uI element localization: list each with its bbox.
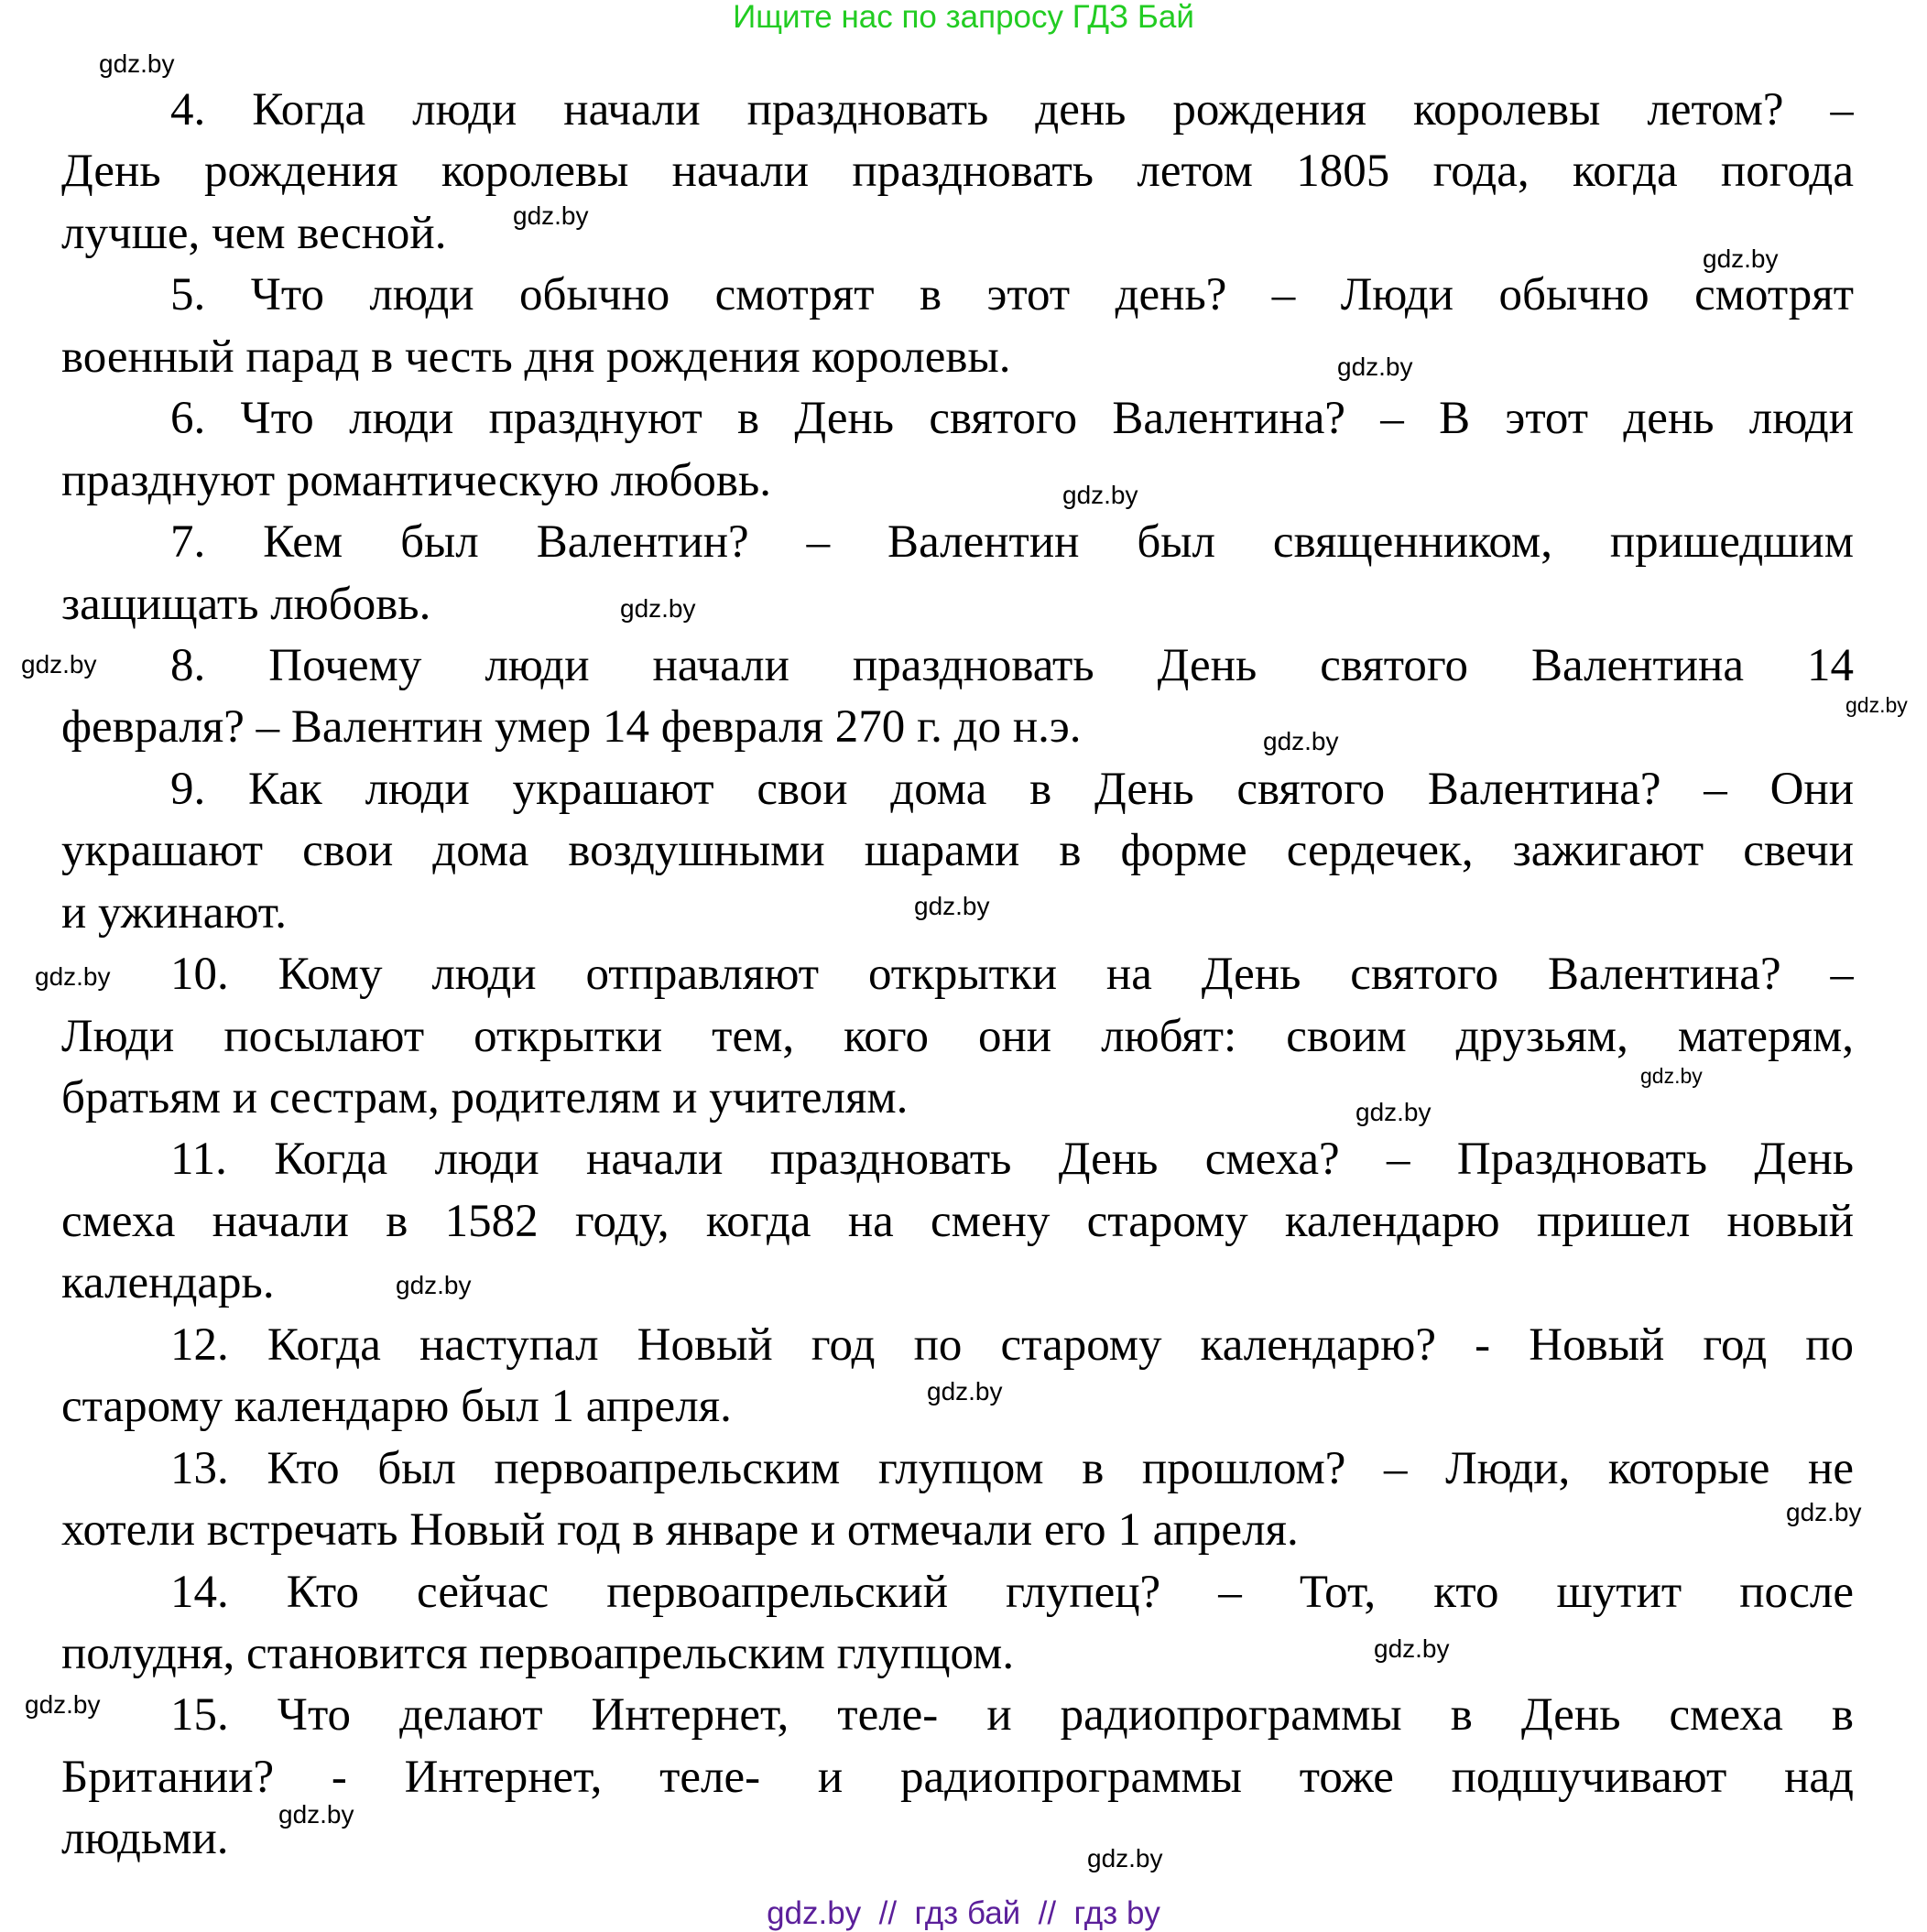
watermark: gdz.by <box>1062 481 1138 509</box>
watermark: gdz.by <box>278 1800 354 1829</box>
text-line: 15. Что делают Интернет, теле- и радиопрограммы в День смеха в <box>170 1689 1854 1742</box>
text-line: 5. Что люди обычно смотрят в этот день? – Люди обычно смотрят <box>170 269 1854 321</box>
text-line: смеха начали в 1582 году, когда на смену старому календарю пришел новый <box>61 1195 1854 1247</box>
text-line: 13. Кто был первоапрельским глупцом в прошлом? – Люди, которые не <box>170 1442 1854 1494</box>
answer-paragraph <box>61 80 1854 265</box>
text-line: защищать любовь. <box>61 578 431 630</box>
text-line: Люди посылают открытки тем, кого они любят: своим друзьям, матерям, <box>61 1010 1854 1062</box>
watermark: gdz.by <box>1640 1064 1703 1088</box>
text-line: 14. Кто сейчас первоапрельский глупец? – Тот, кто шутит после <box>170 1566 1854 1618</box>
text-line: празднуют романтическую любовь. <box>61 454 772 506</box>
watermark: gdz.by <box>1845 693 1908 717</box>
watermark: gdz.by <box>1087 1844 1163 1872</box>
watermark: gdz.by <box>396 1271 472 1299</box>
text-line: 9. Как люди украшают свои дома в День святого Валентина? – Они <box>170 763 1854 815</box>
watermark: gdz.by <box>1703 244 1779 273</box>
watermark: gdz.by <box>1337 353 1413 381</box>
footer-links[interactable]: gdz.by // гдз бай // гдз by <box>767 1895 1160 1931</box>
text-line: 4. Когда люди начали праздновать день рождения королевы летом? – <box>170 84 1854 136</box>
answer-paragraph <box>61 1562 1854 1686</box>
text-line: 6. Что люди празднуют в День святого Валентина? – В этот день люди <box>170 393 1854 445</box>
text-line: братьям и сестрам, родителям и учителям. <box>61 1072 909 1123</box>
watermark: gdz.by <box>620 594 696 623</box>
watermark: gdz.by <box>914 892 990 920</box>
answer-paragraph <box>61 1438 1854 1562</box>
answer-paragraph <box>61 944 1854 1129</box>
text-line: лучше, чем весной. <box>61 207 447 259</box>
text-line: людьми. <box>61 1813 229 1865</box>
watermark: gdz.by <box>25 1690 101 1719</box>
answer-paragraph <box>61 265 1854 388</box>
answer-paragraph <box>61 512 1854 635</box>
answers-text <box>61 80 1854 1871</box>
watermark: gdz.by <box>99 49 175 78</box>
text-line: Британии? - Интернет, теле- и радиопрограммы тоже подшучивают над <box>61 1751 1854 1803</box>
watermark: gdz.by <box>927 1377 1003 1406</box>
watermark: gdz.by <box>21 650 97 678</box>
answer-paragraph <box>61 388 1854 512</box>
text-line: хотели встречать Новый год в январе и отмечали его 1 апреля. <box>61 1504 1299 1557</box>
watermark: gdz.by <box>1786 1498 1862 1526</box>
watermark: gdz.by <box>1355 1098 1432 1126</box>
text-line: 7. Кем был Валентин? – Валентин был священником, пришедшим <box>170 516 1854 569</box>
text-line: 11. Когда люди начали праздновать День смеха? – Праздновать День <box>170 1134 1854 1186</box>
text-line: День рождения королевы начали праздновать летом 1805 года, когда погода <box>61 146 1854 198</box>
answer-paragraph <box>61 635 1854 759</box>
watermark: gdz.by <box>1263 727 1339 755</box>
text-line: и ужинают. <box>61 886 287 939</box>
answer-paragraph <box>61 1129 1854 1314</box>
text-line: полудня, становится первоапрельским глупцом. <box>61 1627 1015 1679</box>
watermark: gdz.by <box>513 201 589 230</box>
text-line: февраля? – Валентин умер 14 февраля 270 г. до н.э. <box>61 701 1082 754</box>
watermark: gdz.by <box>1374 1634 1450 1663</box>
text-line: военный парад в честь дня рождения королевы. <box>61 331 1011 383</box>
text-line: 10. Кому люди отправляют открытки на День святого Валентина? – <box>170 949 1854 1001</box>
text-line: 8. Почему люди начали праздновать День святого Валентина 14 <box>170 639 1854 691</box>
text-line: украшают свои дома воздушными шарами в форме сердечек, зажигают свечи <box>61 825 1854 877</box>
search-hint-banner: Ищите нас по запросу ГДЗ Бай <box>733 0 1194 35</box>
text-line: 12. Когда наступал Новый год по старому календарю? - Новый год по <box>170 1319 1854 1371</box>
watermark: gdz.by <box>35 962 111 991</box>
text-line: старому календарю был 1 апреля. <box>61 1381 732 1433</box>
text-line: календарь. <box>61 1257 275 1309</box>
answer-paragraph <box>61 1685 1854 1870</box>
